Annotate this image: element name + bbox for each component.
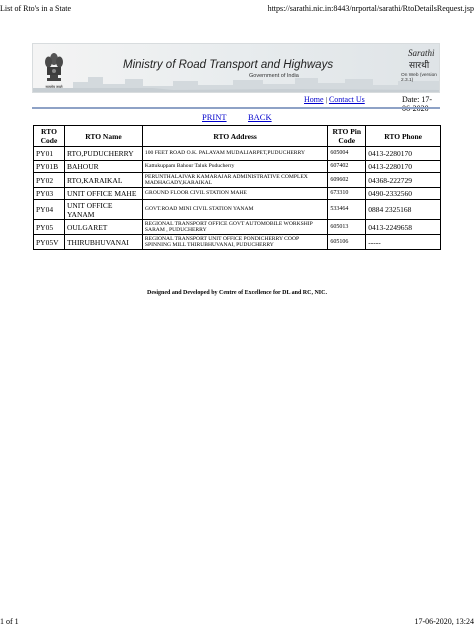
- rto-code: PY02: [34, 173, 65, 188]
- rto-pin: 605004: [328, 147, 366, 161]
- nav-separator: |: [325, 96, 327, 104]
- rto-phone: 0413-2280170: [366, 161, 441, 173]
- table-row: [34, 235, 441, 250]
- rto-code: PY01B: [34, 161, 65, 173]
- print-link[interactable]: PRINT: [202, 112, 227, 122]
- back-link[interactable]: BACK: [248, 112, 272, 122]
- site-banner: [32, 43, 440, 93]
- home-link[interactable]: Home: [304, 95, 324, 104]
- col-header-phone: RTO Phone: [366, 126, 441, 147]
- rto-code: PY04: [34, 200, 65, 220]
- table-header-row: [34, 126, 441, 147]
- rto-code: PY05: [34, 220, 65, 235]
- print-footer: [0, 617, 474, 629]
- emblem-caption: सत्यमेव जयते: [45, 85, 63, 89]
- rto-table: [33, 125, 441, 250]
- rto-code: PY05V: [34, 235, 65, 250]
- rto-phone: 0490-2332560: [366, 188, 441, 200]
- top-nav: [32, 95, 440, 107]
- rto-phone: 04368-222729: [366, 173, 441, 188]
- version-label: On Web (version 2.3.1): [401, 73, 437, 83]
- print-header-url: https://sarathi.nic.in:8443/nrportal/sarathi/RtoDetailsRequest.jsp: [267, 4, 474, 13]
- rto-address: Kattukuppam Bahour Taluk Puducherry: [142, 161, 327, 173]
- rto-pin: 607402: [328, 161, 366, 173]
- print-datetime: 17-06-2020, 13:24: [414, 617, 474, 626]
- col-header-pin: RTO Pin Code: [328, 126, 366, 147]
- rto-name: UNIT OFFICE YANAM: [64, 200, 142, 220]
- sarathi-hindi-logo: सारथी: [409, 61, 430, 71]
- rto-name: UNIT OFFICE MAHE: [64, 188, 142, 200]
- rto-address: 100 FEET ROAD O.K. PALAYAM MUDALIARPET,PUDUCHERRY: [142, 147, 327, 161]
- rto-address: PERUNTHALAIVAR KAMARAJAR ADMINISTRATIVE COMPLEX MADHAGADY,KARAIKAL: [142, 173, 327, 188]
- contact-us-link[interactable]: Contact Us: [328, 95, 365, 104]
- rto-phone: 0884 2325168: [366, 200, 441, 220]
- rto-name: RTO,KARAIKAL: [64, 173, 142, 188]
- city-skyline-image: [33, 68, 440, 92]
- print-header: [0, 4, 474, 16]
- col-header-name: RTO Name: [64, 126, 142, 147]
- rto-pin: 533464: [328, 200, 366, 220]
- government-label: Government of India: [249, 73, 299, 79]
- print-header-title: List of Rto's in a State: [0, 4, 71, 13]
- footer-credit: Designed and Developed by Centre of Excellence for DL and RC, NIC.: [147, 290, 327, 296]
- rto-phone: 0413-2249658: [366, 220, 441, 235]
- rto-code: PY01: [34, 147, 65, 161]
- rto-pin: 673310: [328, 188, 366, 200]
- action-links: [0, 112, 474, 124]
- rto-name: RTO,PUDUCHERRY: [64, 147, 142, 161]
- rto-phone: 0413-2280170: [366, 147, 441, 161]
- rto-address: GROUND FLOOR CIVIL STATION MAHE: [142, 188, 327, 200]
- col-header-address: RTO Address: [142, 126, 327, 147]
- rto-address: REGIONAL TRANSPORT OFFICE GOVT AUTOMOBILE WORKSHIP SARAM , PUDUCHERRY: [142, 220, 327, 235]
- rto-pin: 609602: [328, 173, 366, 188]
- national-emblem-icon: [41, 47, 67, 87]
- sarathi-logo: Sarathi: [408, 48, 435, 58]
- table-row: [34, 200, 441, 220]
- rto-name: OULGARET: [64, 220, 142, 235]
- table-row: [34, 220, 441, 235]
- table-row: [34, 161, 441, 173]
- rto-code: PY03: [34, 188, 65, 200]
- ministry-title: Ministry of Road Transport and Highways: [123, 59, 334, 71]
- table-row: [34, 147, 441, 161]
- header-divider: [32, 107, 440, 109]
- col-header-code: RTO Code: [34, 126, 65, 147]
- rto-pin: 605106: [328, 235, 366, 250]
- current-date: Date: 17-: [402, 95, 432, 104]
- table-row: [34, 173, 441, 188]
- rto-address: REGIONAL TRANSPORT UNIT OFFICE PONDICHERRY COOP SPINNING MILL THIRUBHUVANAI, PUDUCHERRY: [142, 235, 327, 250]
- table-row: [34, 188, 441, 200]
- rto-phone: -----: [366, 235, 441, 250]
- rto-pin: 605013: [328, 220, 366, 235]
- page-count: 1 of 1: [0, 617, 19, 626]
- rto-name: BAHOUR: [64, 161, 142, 173]
- rto-name: THIRUBHUVANAI: [64, 235, 142, 250]
- rto-address: GOVT.ROAD MINI CIVIL STATION YANAM: [142, 200, 327, 220]
